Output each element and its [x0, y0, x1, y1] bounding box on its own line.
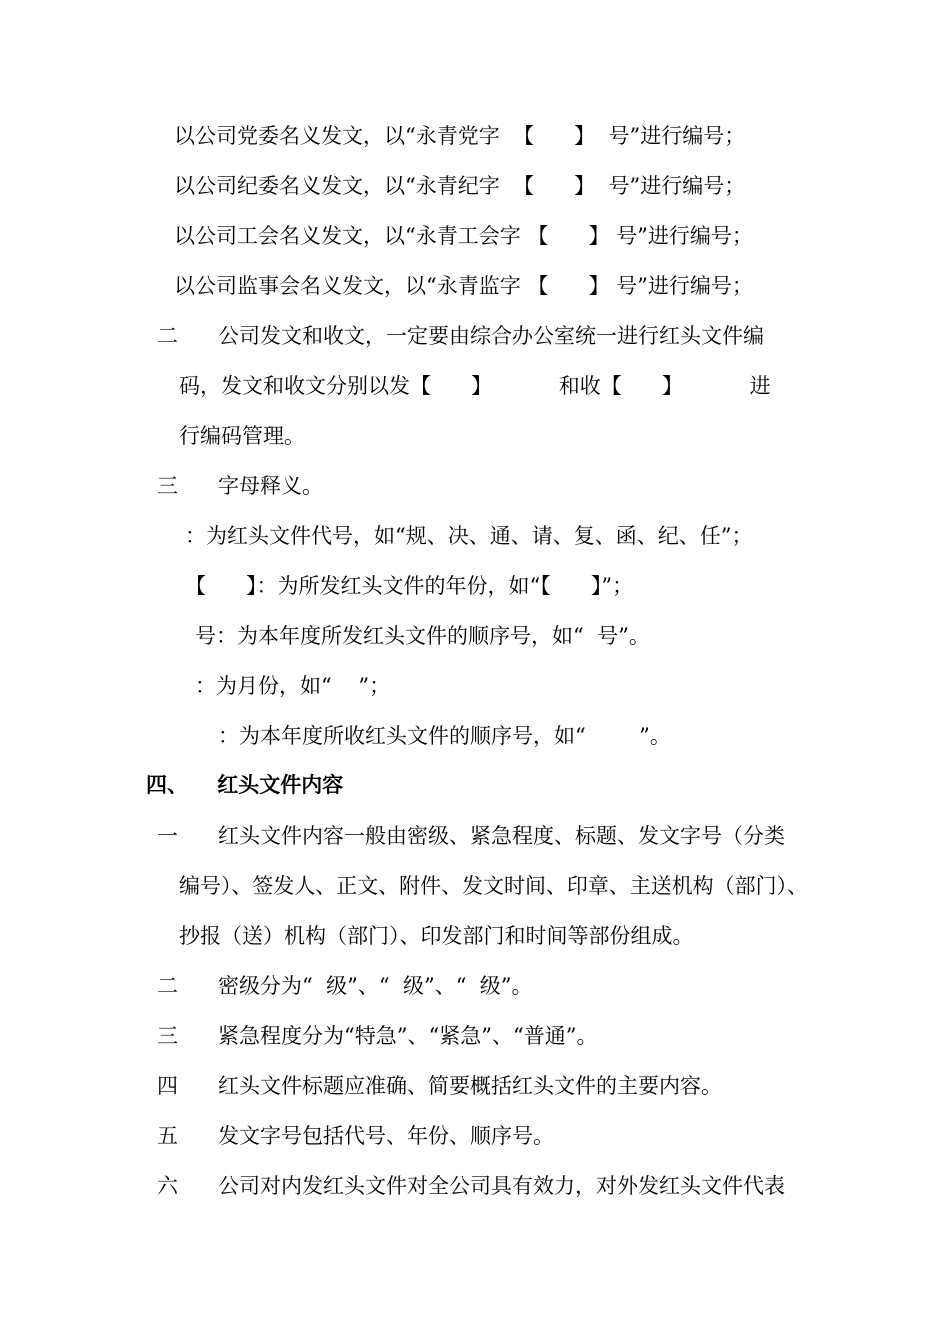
definition-line-2: 【 】：为所发红头文件的年份，如“【 】”； [185, 574, 634, 598]
definition-line-3: 号：为本年度所发红头文件的顺序号，如“ 号”。 [195, 624, 650, 648]
text-line-6: 码，发文和收文分别以发【 】 和收【 】 进 [179, 374, 771, 398]
definition-line-5: ：为本年度所收红头文件的顺序号，如“ ”。 [218, 724, 671, 748]
text-line-3: 以公司工会名义发文，以“永青工会字 【 】 号”进行编号； [174, 224, 753, 248]
text-line-2: 以公司纪委名义发文，以“永青纪字 【 】 号”进行编号； [174, 174, 746, 198]
text-line-4: 以公司监事会名义发文，以“永青监字 【 】 号”进行编号； [174, 274, 753, 298]
item-2: 二 密级分为“ 级”、“ 级”、“ 级”。 [157, 974, 533, 998]
item-1: 一 红头文件内容一般由密级、紧急程度、标题、发文字号（分类 [157, 824, 786, 848]
item-1-cont-2: 抄报（送）机构（部门）、印发部门和时间等部份组成。 [179, 924, 694, 948]
text-line-1: 以公司党委名义发文，以“永青党字 【 】 号”进行编号； [174, 124, 746, 148]
item-5: 五 发文字号包括代号、年份、顺序号。 [157, 1124, 555, 1148]
item-4: 四 红头文件标题应准确、简要概括红头文件的主要内容。 [157, 1074, 723, 1098]
item-1-cont-1: 编号）、签发人、正文、附件、发文时间、印章、主送机构（部门）、 [179, 874, 808, 898]
definition-line-1: ：为红头文件代号，如“规、决、通、请、复、函、纪、任”； [185, 524, 753, 548]
section-heading-2: 二 公司发文和收文，一定要由综合办公室统一进行红头文件编 [157, 324, 765, 348]
item-6: 六 公司对内发红头文件对全公司具有效力，对外发红头文件代表 [157, 1174, 786, 1198]
text-line-7: 行编码管理。 [179, 424, 305, 448]
chapter-heading-4: 四、 红头文件内容 [146, 773, 344, 797]
section-heading-3: 三 字母释义。 [157, 474, 324, 498]
definition-line-4: ：为月份，如“ ”； [195, 674, 391, 698]
item-3: 三 紧急程度分为“特急”、“紧急”、“普通”。 [157, 1024, 598, 1048]
